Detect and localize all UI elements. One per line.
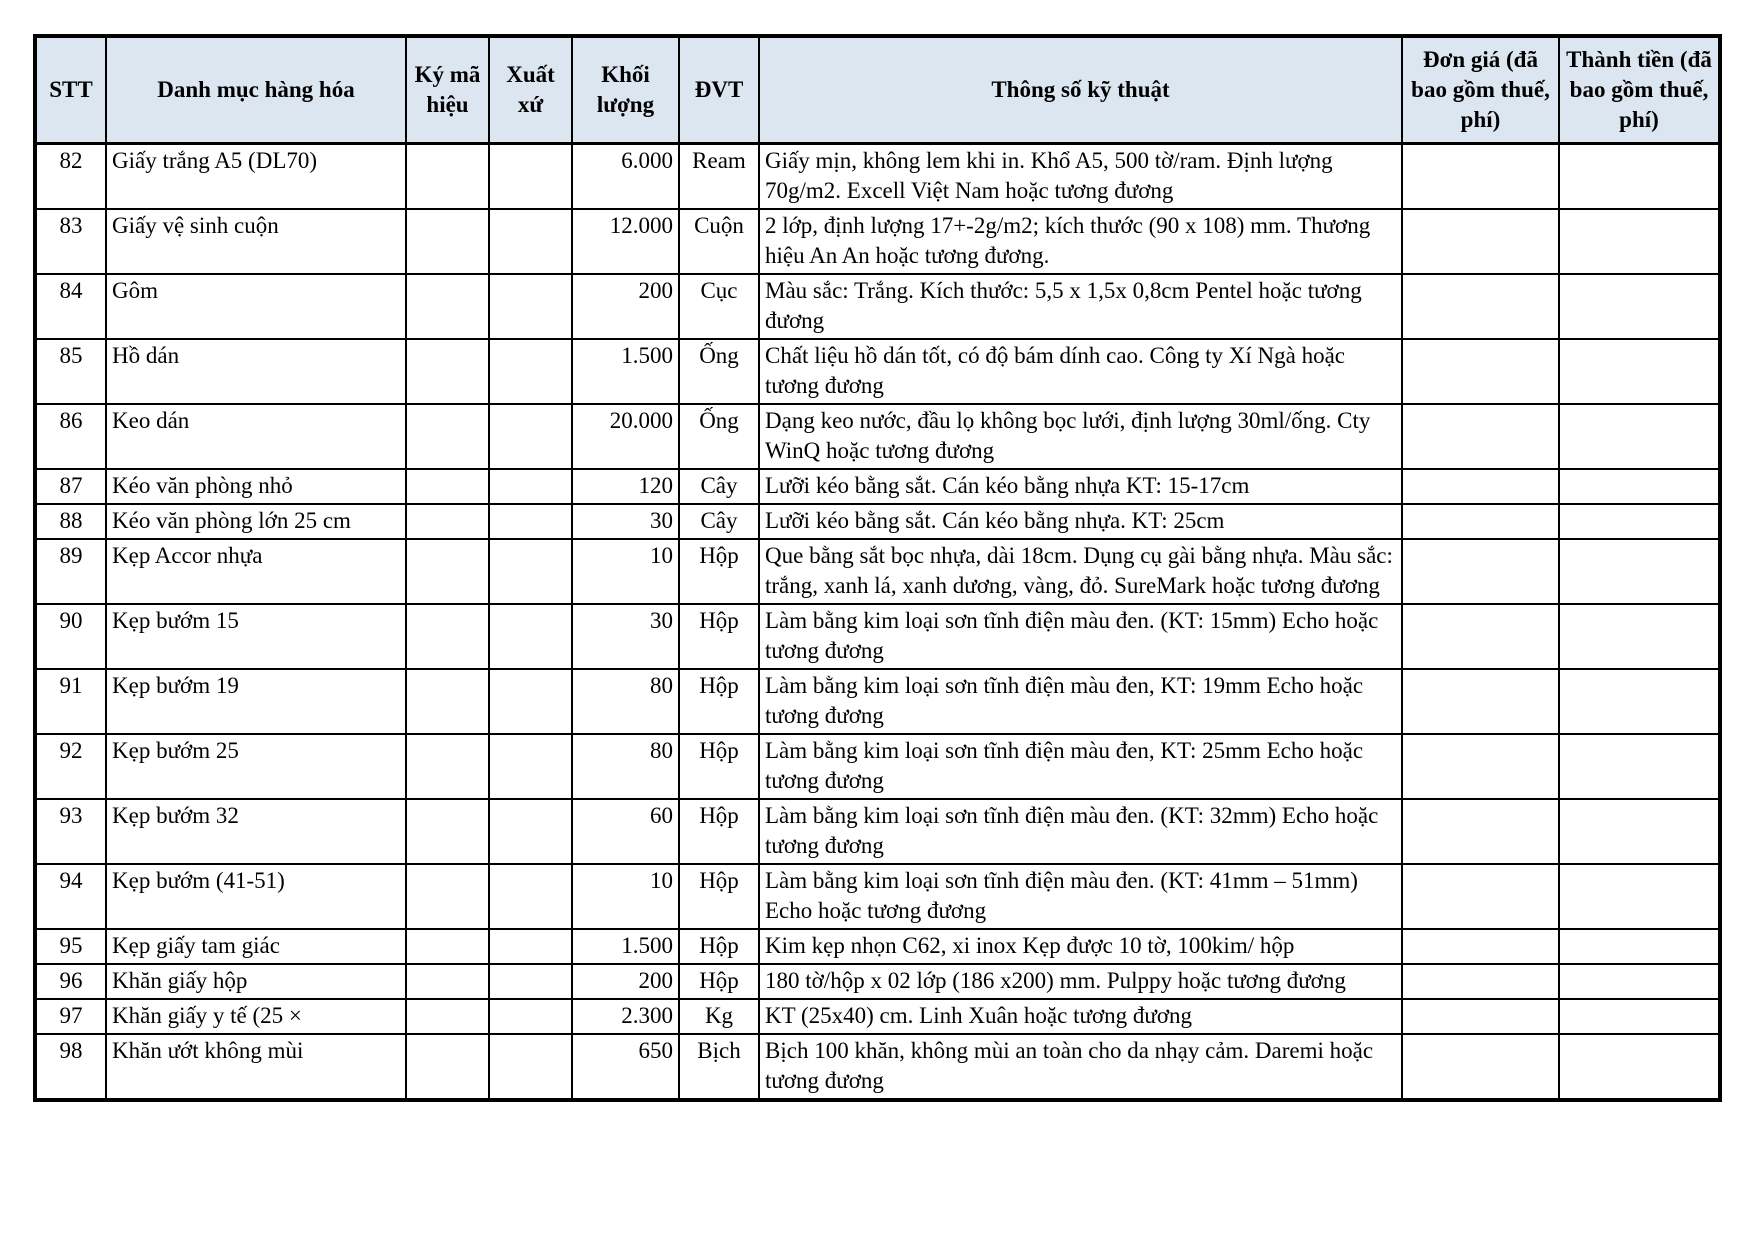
cell-quantity: 12.000 bbox=[572, 209, 679, 274]
cell-unit: Hộp bbox=[679, 604, 759, 669]
cell-unit: Cục bbox=[679, 274, 759, 339]
cell-unit: Hộp bbox=[679, 864, 759, 929]
table-row bbox=[35, 1034, 1720, 1100]
cell-specs: KT (25x40) cm. Linh Xuân hoặc tương đương bbox=[759, 999, 1402, 1034]
cell-unit: Cuộn bbox=[679, 209, 759, 274]
cell-code bbox=[406, 144, 489, 210]
cell-code bbox=[406, 504, 489, 539]
cell-unit-price bbox=[1402, 864, 1559, 929]
cell-origin bbox=[489, 734, 572, 799]
cell-quantity: 30 bbox=[572, 504, 679, 539]
cell-unit: Hộp bbox=[679, 929, 759, 964]
cell-origin bbox=[489, 274, 572, 339]
table-row bbox=[35, 929, 1720, 964]
table-row bbox=[35, 144, 1720, 210]
cell-unit: Hộp bbox=[679, 964, 759, 999]
cell-origin bbox=[489, 604, 572, 669]
cell-item-name: Khăn giấy y tế (25 × bbox=[106, 999, 406, 1034]
cell-item-name: Kẹp giấy tam giác bbox=[106, 929, 406, 964]
cell-unit-price bbox=[1402, 539, 1559, 604]
cell-stt: 87 bbox=[35, 469, 106, 504]
cell-specs: Làm bằng kim loại sơn tĩnh điện màu đen. (KT: 15mm) Echo hoặc tương đương bbox=[759, 604, 1402, 669]
table-row bbox=[35, 604, 1720, 669]
cell-origin bbox=[489, 339, 572, 404]
header-item-name: Danh mục hàng hóa bbox=[106, 36, 406, 144]
cell-item-name: Giấy vệ sinh cuộn bbox=[106, 209, 406, 274]
cell-unit-price bbox=[1402, 339, 1559, 404]
table-row bbox=[35, 799, 1720, 864]
cell-stt: 82 bbox=[35, 144, 106, 210]
table-body bbox=[35, 144, 1720, 1101]
cell-code bbox=[406, 734, 489, 799]
cell-code bbox=[406, 864, 489, 929]
cell-total bbox=[1559, 1034, 1720, 1100]
cell-code bbox=[406, 929, 489, 964]
cell-specs: Chất liệu hồ dán tốt, có độ bám dính cao. Công ty Xí Ngà hoặc tương đương bbox=[759, 339, 1402, 404]
cell-total bbox=[1559, 539, 1720, 604]
cell-unit-price bbox=[1402, 1034, 1559, 1100]
cell-origin bbox=[489, 504, 572, 539]
header-total: Thành tiền (đã bao gồm thuế, phí) bbox=[1559, 36, 1720, 144]
cell-specs: Que bằng sắt bọc nhựa, dài 18cm. Dụng cụ gài bằng nhựa. Màu sắc: trắng, xanh lá, xanh dương, vàng, đỏ. SureMark hoặc tương đương bbox=[759, 539, 1402, 604]
cell-unit-price bbox=[1402, 799, 1559, 864]
cell-stt: 84 bbox=[35, 274, 106, 339]
cell-total bbox=[1559, 669, 1720, 734]
cell-origin bbox=[489, 1034, 572, 1100]
cell-quantity: 80 bbox=[572, 734, 679, 799]
cell-code bbox=[406, 999, 489, 1034]
header-unit-price: Đơn giá (đã bao gồm thuế, phí) bbox=[1402, 36, 1559, 144]
cell-specs: 2 lớp, định lượng 17+-2g/m2; kích thước (90 x 108) mm. Thương hiệu An An hoặc tương đương. bbox=[759, 209, 1402, 274]
cell-stt: 96 bbox=[35, 964, 106, 999]
cell-item-name: Giấy trắng A5 (DL70) bbox=[106, 144, 406, 210]
cell-specs: 180 tờ/hộp x 02 lớp (186 x200) mm. Pulppy hoặc tương đương bbox=[759, 964, 1402, 999]
cell-origin bbox=[489, 144, 572, 210]
cell-total bbox=[1559, 999, 1720, 1034]
cell-stt: 95 bbox=[35, 929, 106, 964]
cell-code bbox=[406, 339, 489, 404]
header-specs: Thông số kỹ thuật bbox=[759, 36, 1402, 144]
cell-origin bbox=[489, 864, 572, 929]
cell-total bbox=[1559, 274, 1720, 339]
cell-unit-price bbox=[1402, 504, 1559, 539]
cell-total bbox=[1559, 734, 1720, 799]
cell-code bbox=[406, 964, 489, 999]
cell-quantity: 1.500 bbox=[572, 339, 679, 404]
cell-unit-price bbox=[1402, 144, 1559, 210]
cell-quantity: 200 bbox=[572, 274, 679, 339]
cell-unit-price bbox=[1402, 964, 1559, 999]
cell-origin bbox=[489, 209, 572, 274]
cell-item-name: Kẹp Accor nhựa bbox=[106, 539, 406, 604]
cell-specs: Làm bằng kim loại sơn tĩnh điện màu đen. (KT: 32mm) Echo hoặc tương đương bbox=[759, 799, 1402, 864]
cell-total bbox=[1559, 209, 1720, 274]
cell-total bbox=[1559, 469, 1720, 504]
cell-specs: Lưỡi kéo bằng sắt. Cán kéo bằng nhựa KT: 15-17cm bbox=[759, 469, 1402, 504]
cell-unit-price bbox=[1402, 274, 1559, 339]
cell-origin bbox=[489, 404, 572, 469]
cell-unit: Cây bbox=[679, 469, 759, 504]
items-table-wrapper bbox=[33, 34, 1722, 1102]
cell-code bbox=[406, 669, 489, 734]
cell-origin bbox=[489, 999, 572, 1034]
cell-specs: Kim kẹp nhọn C62, xi inox Kẹp được 10 tờ, 100kim/ hộp bbox=[759, 929, 1402, 964]
cell-specs: Giấy mịn, không lem khi in. Khổ A5, 500 tờ/ram. Định lượng 70g/m2. Excell Việt Nam hoặc tương đương bbox=[759, 144, 1402, 210]
header-code: Ký mã hiệu bbox=[406, 36, 489, 144]
cell-item-name: Kéo văn phòng nhỏ bbox=[106, 469, 406, 504]
cell-quantity: 1.500 bbox=[572, 929, 679, 964]
cell-code bbox=[406, 1034, 489, 1100]
cell-item-name: Gôm bbox=[106, 274, 406, 339]
cell-total bbox=[1559, 504, 1720, 539]
cell-origin bbox=[489, 799, 572, 864]
cell-unit: Bịch bbox=[679, 1034, 759, 1100]
cell-stt: 90 bbox=[35, 604, 106, 669]
items-table bbox=[33, 34, 1722, 1102]
table-row bbox=[35, 669, 1720, 734]
cell-specs: Dạng keo nước, đầu lọ không bọc lưới, định lượng 30ml/ống. Cty WinQ hoặc tương đương bbox=[759, 404, 1402, 469]
cell-origin bbox=[489, 964, 572, 999]
table-row bbox=[35, 274, 1720, 339]
cell-specs: Làm bằng kim loại sơn tĩnh điện màu đen. (KT: 41mm – 51mm) Echo hoặc tương đương bbox=[759, 864, 1402, 929]
table-row bbox=[35, 469, 1720, 504]
cell-quantity: 60 bbox=[572, 799, 679, 864]
cell-code bbox=[406, 274, 489, 339]
cell-total bbox=[1559, 144, 1720, 210]
cell-stt: 93 bbox=[35, 799, 106, 864]
cell-quantity: 20.000 bbox=[572, 404, 679, 469]
header-quantity: Khối lượng bbox=[572, 36, 679, 144]
cell-unit-price bbox=[1402, 669, 1559, 734]
cell-item-name: Khăn giấy hộp bbox=[106, 964, 406, 999]
cell-total bbox=[1559, 864, 1720, 929]
table-row bbox=[35, 339, 1720, 404]
cell-unit: Hộp bbox=[679, 799, 759, 864]
cell-total bbox=[1559, 964, 1720, 999]
cell-total bbox=[1559, 799, 1720, 864]
header-row bbox=[35, 36, 1720, 144]
cell-unit: Ống bbox=[679, 339, 759, 404]
cell-item-name: Kẹp bướm (41-51) bbox=[106, 864, 406, 929]
cell-code bbox=[406, 404, 489, 469]
cell-item-name: Kéo văn phòng lớn 25 cm bbox=[106, 504, 406, 539]
cell-unit: Hộp bbox=[679, 669, 759, 734]
cell-code bbox=[406, 209, 489, 274]
table-row bbox=[35, 404, 1720, 469]
table-row bbox=[35, 504, 1720, 539]
cell-stt: 89 bbox=[35, 539, 106, 604]
cell-code bbox=[406, 799, 489, 864]
cell-item-name: Kẹp bướm 32 bbox=[106, 799, 406, 864]
cell-unit-price bbox=[1402, 604, 1559, 669]
cell-origin bbox=[489, 539, 572, 604]
cell-unit-price bbox=[1402, 999, 1559, 1034]
table-row bbox=[35, 964, 1720, 999]
cell-quantity: 80 bbox=[572, 669, 679, 734]
cell-unit-price bbox=[1402, 929, 1559, 964]
cell-quantity: 6.000 bbox=[572, 144, 679, 210]
cell-total bbox=[1559, 404, 1720, 469]
cell-origin bbox=[489, 669, 572, 734]
header-origin: Xuất xứ bbox=[489, 36, 572, 144]
cell-stt: 88 bbox=[35, 504, 106, 539]
cell-unit: Ống bbox=[679, 404, 759, 469]
cell-item-name: Keo dán bbox=[106, 404, 406, 469]
table-row bbox=[35, 209, 1720, 274]
cell-quantity: 650 bbox=[572, 1034, 679, 1100]
cell-code bbox=[406, 539, 489, 604]
cell-origin bbox=[489, 929, 572, 964]
header-unit: ĐVT bbox=[679, 36, 759, 144]
table-header bbox=[35, 36, 1720, 144]
cell-specs: Làm bằng kim loại sơn tĩnh điện màu đen, KT: 25mm Echo hoặc tương đương bbox=[759, 734, 1402, 799]
cell-unit: Hộp bbox=[679, 539, 759, 604]
cell-stt: 83 bbox=[35, 209, 106, 274]
cell-quantity: 2.300 bbox=[572, 999, 679, 1034]
cell-unit: Ream bbox=[679, 144, 759, 210]
cell-stt: 92 bbox=[35, 734, 106, 799]
cell-stt: 97 bbox=[35, 999, 106, 1034]
cell-item-name: Hồ dán bbox=[106, 339, 406, 404]
cell-item-name: Kẹp bướm 15 bbox=[106, 604, 406, 669]
cell-unit-price bbox=[1402, 209, 1559, 274]
cell-stt: 91 bbox=[35, 669, 106, 734]
cell-quantity: 10 bbox=[572, 539, 679, 604]
cell-quantity: 10 bbox=[572, 864, 679, 929]
cell-item-name: Kẹp bướm 19 bbox=[106, 669, 406, 734]
cell-origin bbox=[489, 469, 572, 504]
cell-unit-price bbox=[1402, 734, 1559, 799]
cell-specs: Bịch 100 khăn, không mùi an toàn cho da nhạy cảm. Daremi hoặc tương đương bbox=[759, 1034, 1402, 1100]
cell-total bbox=[1559, 339, 1720, 404]
cell-stt: 85 bbox=[35, 339, 106, 404]
cell-code bbox=[406, 604, 489, 669]
cell-stt: 98 bbox=[35, 1034, 106, 1100]
cell-stt: 94 bbox=[35, 864, 106, 929]
cell-item-name: Kẹp bướm 25 bbox=[106, 734, 406, 799]
cell-stt: 86 bbox=[35, 404, 106, 469]
cell-unit: Hộp bbox=[679, 734, 759, 799]
table-row bbox=[35, 999, 1720, 1034]
cell-unit-price bbox=[1402, 404, 1559, 469]
cell-total bbox=[1559, 929, 1720, 964]
table-row bbox=[35, 864, 1720, 929]
cell-quantity: 120 bbox=[572, 469, 679, 504]
cell-unit: Cây bbox=[679, 504, 759, 539]
cell-code bbox=[406, 469, 489, 504]
cell-specs: Màu sắc: Trắng. Kích thước: 5,5 x 1,5x 0,8cm Pentel hoặc tương đương bbox=[759, 274, 1402, 339]
table-row bbox=[35, 734, 1720, 799]
header-stt: STT bbox=[35, 36, 106, 144]
cell-item-name: Khăn ướt không mùi bbox=[106, 1034, 406, 1100]
table-row bbox=[35, 539, 1720, 604]
cell-quantity: 200 bbox=[572, 964, 679, 999]
cell-specs: Làm bằng kim loại sơn tĩnh điện màu đen, KT: 19mm Echo hoặc tương đương bbox=[759, 669, 1402, 734]
cell-unit-price bbox=[1402, 469, 1559, 504]
cell-specs: Lưỡi kéo bằng sắt. Cán kéo bằng nhựa. KT: 25cm bbox=[759, 504, 1402, 539]
cell-total bbox=[1559, 604, 1720, 669]
cell-unit: Kg bbox=[679, 999, 759, 1034]
cell-quantity: 30 bbox=[572, 604, 679, 669]
